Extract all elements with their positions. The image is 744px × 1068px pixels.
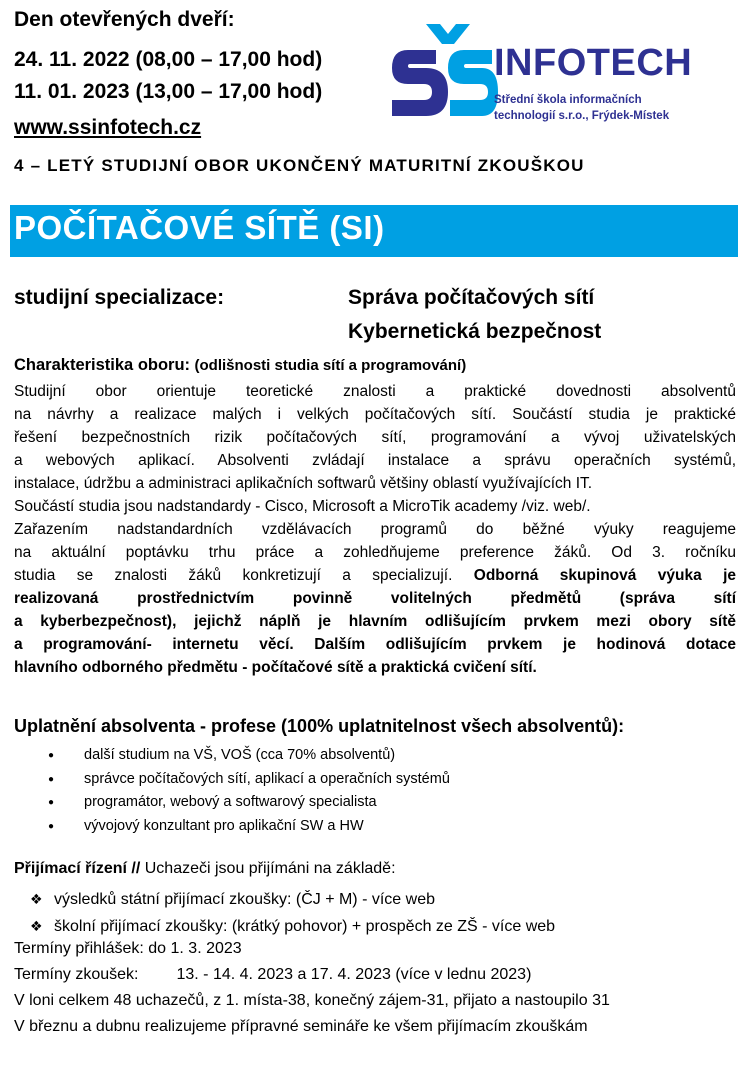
para-line: na aktuální poptávku trhu práce a zohledňujeme preference žáků. Od 3. ročníku: [14, 544, 736, 561]
specialization-label: studijní specializace:: [14, 286, 225, 309]
para-segment-bold: realizovaná prostřednictvím povinně volitelných předmětů (správa sítí: [14, 590, 736, 607]
exam-dates-line: [14, 966, 531, 984]
para-line: a webových aplikací. Absolventi zvládají instalace a správu operačních systémů,: [14, 452, 736, 469]
admission-title: Přijímací řízení //: [14, 860, 141, 877]
website-link[interactable]: www.ssinfotech.cz: [14, 116, 202, 139]
para-line-bold: [14, 633, 736, 656]
para-segment-bold: Odborná skupinová výuka je: [473, 567, 736, 584]
list-item: ● vývojový konzultant pro aplikační SW a HW: [48, 815, 450, 839]
employment-list: [48, 744, 450, 838]
list-item: ● další studium na VŠ, VOŠ (cca 70% absolventů): [48, 744, 450, 768]
admission-item-text: výsledků státní přijímací zkoušky: (ČJ + M) - více web: [54, 891, 435, 908]
characteristics-title: Charakteristika oboru:: [14, 356, 191, 374]
open-day-date-2: 11. 01. 2023 (13,00 – 17,00 hod): [14, 80, 323, 103]
characteristics-text: [14, 380, 736, 679]
para-segment: studia se znalosti žáků konkretizují a specializují.: [14, 567, 453, 584]
para-line: instalace, údržbu a administraci aplikačních softwarů většiny oblastí využívajících IT.: [14, 475, 593, 492]
para-line-mixed: [14, 564, 736, 587]
para-line-bold: [14, 656, 736, 679]
specialization-item-1: Správa počítačových sítí: [348, 286, 595, 309]
applicant-stats: V loni celkem 48 uchazečů, z 1. místa-38, konečný zájem-31, přijato a nastoupilo 31: [14, 992, 610, 1009]
logo-brand-text: INFOTECH: [494, 42, 693, 84]
para-line-bold: [14, 610, 736, 633]
field-banner: [10, 205, 738, 257]
para-line: Zařazením nadstandardních vzdělávacích programů do běžné výuky reagujeme: [14, 521, 736, 538]
para-segment-bold: a programování- internetu věcí. Dalším odlišujícím prvkem je hodinová dotace: [14, 636, 736, 653]
specialization-item-2: Kybernetická bezpečnost: [348, 320, 602, 343]
admission-item-text: školní přijímací zkoušky: (krátký pohovor) + prospěch ze ZŠ - více web: [54, 918, 556, 935]
study-field-subtitle: 4 – LETÝ STUDIJNÍ OBOR UKONČENÝ MATURITNÍ ZKOUŠKOU: [14, 156, 585, 175]
logo-subtitle-2: technologií s.r.o., Frýdek-Místek: [494, 110, 670, 122]
para-line: Součástí studia jsou nadstandardy - Cisco, Microsoft a MicroTik academy /viz. web/.: [14, 498, 591, 515]
application-deadline: Termíny přihlášek: do 1. 3. 2023: [14, 940, 242, 957]
diamond-bullet-icon: ❖: [30, 918, 43, 934]
list-item: [30, 886, 555, 913]
exam-label: Termíny zkoušek:: [14, 966, 139, 983]
para-segment-bold: hlavního odborného předmětu - počítačové sítě a praktická cvičení sítí.: [14, 659, 537, 676]
para-line-bold: [14, 587, 736, 610]
employment-heading: Uplatnění absolventa - profese (100% uplatnitelnost všech absolventů):: [14, 716, 625, 736]
open-day-title: Den otevřených dveří:: [14, 8, 235, 31]
list-item: ● programátor, webový a softwarový specialista: [48, 791, 450, 815]
ss-logo-icon: [388, 20, 498, 132]
list-item: ● správce počítačových sítí, aplikací a operačních systémů: [48, 768, 450, 792]
open-day-date-1: 24. 11. 2022 (08,00 – 17,00 hod): [14, 48, 323, 71]
characteristics-note: (odlišnosti studia sítí a programování): [194, 357, 467, 374]
diamond-bullet-icon: ❖: [30, 891, 43, 907]
school-logo: [388, 20, 728, 132]
field-title: POČÍTAČOVÉ SÍTĚ (SI): [14, 209, 385, 246]
exam-dates: 13. - 14. 4. 2023 a 17. 4. 2023 (více v lednu 2023): [176, 966, 532, 983]
para-line: řešení bezpečnostních rizik počítačových sítí, programování a vývoj uživatelských: [14, 429, 736, 446]
para-line: Studijní obor orientuje teoretické znalosti a praktické dovednosti absolventů: [14, 383, 736, 400]
para-line: na návrhy a realizace malých i velkých počítačových sítí. Součástí studia je praktické: [14, 406, 736, 423]
characteristics-heading: [14, 356, 466, 375]
admission-heading: [14, 860, 396, 878]
para-segment-bold: a kyberbezpečnost), jejichž náplň je hlavním odlišujícím prvkem mezi obory sítě: [14, 613, 736, 630]
seminars-note: V březnu a dubnu realizujeme přípravné semináře ke všem přijímacím zkouškám: [14, 1018, 588, 1035]
list-item: [30, 913, 555, 940]
logo-subtitle-1: Střední škola informačních: [494, 94, 642, 106]
admission-intro: Uchazeči jsou přijímáni na základě:: [144, 860, 396, 877]
admission-list: [30, 886, 555, 940]
